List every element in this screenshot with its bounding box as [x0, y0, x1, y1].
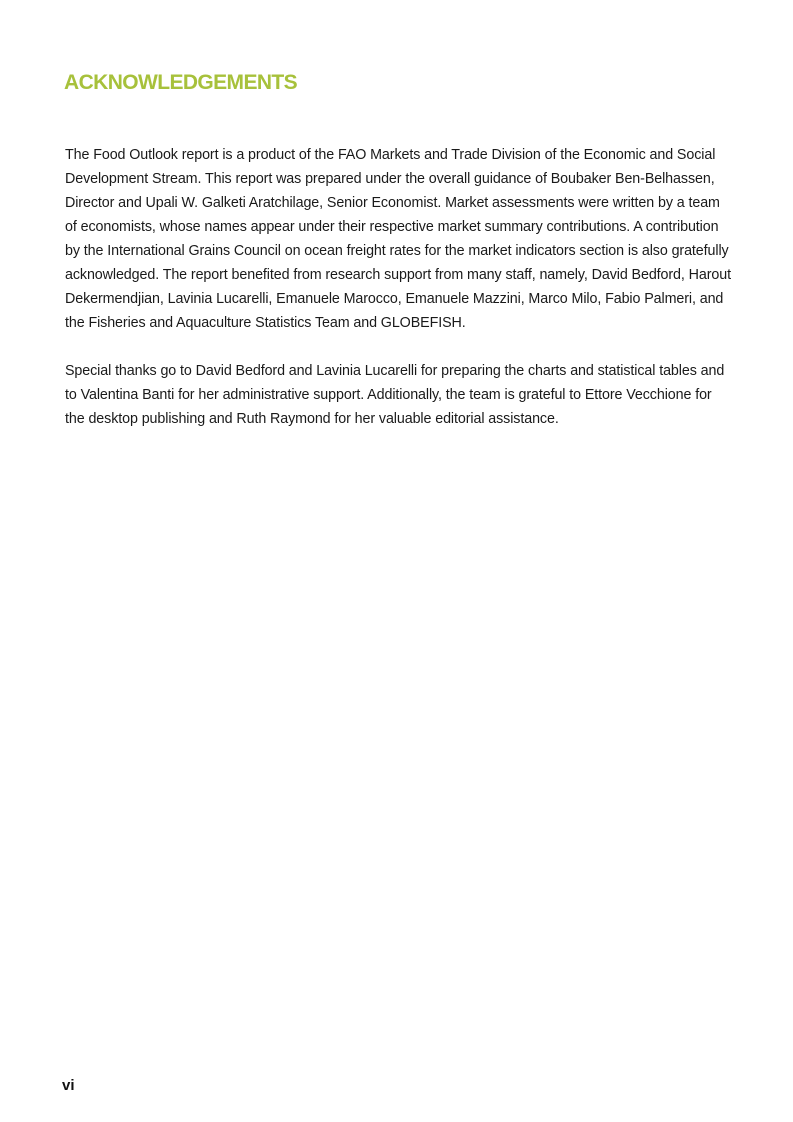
- paragraph-special-thanks: Special thanks go to David Bedford and Lavinia Lucarelli for preparing the charts and statistical tables and to Valentina Banti for her administrative support. Additionally, the team is grateful to Ettore Vecchione for the desktop publishing and Ruth Raymond for her valuable editorial assistance.: [65, 363, 725, 427]
- page-title: ACKNOWLEDGEMENTS: [64, 71, 298, 94]
- acknowledgements-body: [65, 143, 733, 455]
- paragraph-contributors: The Food Outlook report is a product of the FAO Markets and Trade Division of the Economic and Social Development Stream. This report was prepared under the overall guidance of Boubaker Ben-Belhassen, Director and Upali W. Galketi Aratchilage, Senior Economist. Market assessments were written by a team of economists, whose names appear under their respective market summary contributions. A contribution by the International Grains Council on ocean freight rates for the market indicators section is also gratefully acknowledged. The report benefited from research support from many staff, namely, David Bedford, Harout Dekermendjian, Lavinia Lucarelli, Emanuele Marocco, Emanuele Mazzini, Marco Milo, Fabio Palmeri, and the Fisheries and Aquaculture Statistics Team and GLOBEFISH.: [65, 147, 731, 331]
- page-number: vi: [62, 1077, 75, 1094]
